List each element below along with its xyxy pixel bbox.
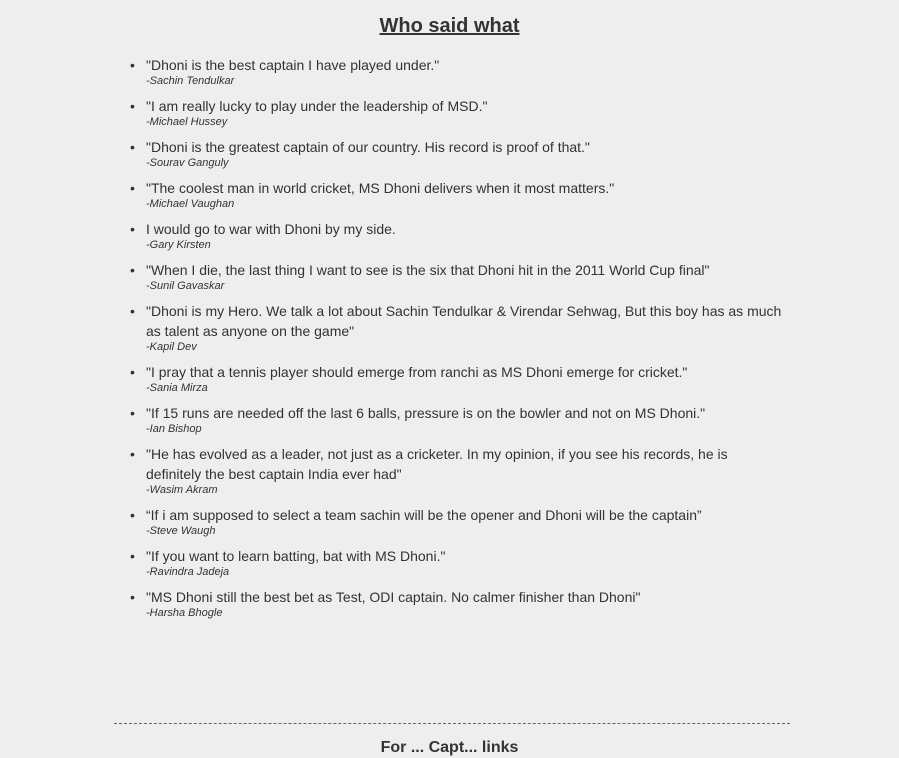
list-item	[130, 301, 786, 354]
quote-text: I would go to war with Dhoni by my side.	[146, 221, 396, 237]
list-item	[130, 546, 786, 579]
quote-author: -Sourav Ganguly	[146, 157, 229, 169]
list-item	[130, 137, 786, 170]
quote-text: "Dhoni is the best captain I have played under."	[146, 57, 440, 73]
quote-author: -Kapil Dev	[146, 341, 197, 353]
quote-author: -Gary Kirsten	[146, 239, 211, 251]
bullet-icon: •	[130, 446, 135, 462]
quote-text: "MS Dhoni still the best bet as Test, ODI captain. No calmer finisher than Dhoni"	[146, 589, 641, 605]
quote-text: "Dhoni is the greatest captain of our country. His record is proof of that."	[146, 139, 590, 155]
quote-author: -Ian Bishop	[146, 423, 202, 435]
next-section-heading: For ... Capt... links	[380, 739, 519, 756]
bullet-icon: •	[130, 221, 135, 237]
bullet-icon: •	[130, 57, 135, 73]
quote-author: -Harsha Bhogle	[146, 607, 223, 619]
page-title: Who said what	[379, 15, 520, 37]
bullet-icon: •	[130, 98, 135, 114]
quote-text: "He has evolved as a leader, not just as a cricketer. In my opinion, if you see his records, he is definitely the best captain India ever had"	[146, 446, 728, 482]
dashed-divider	[114, 723, 790, 724]
list-item	[130, 587, 786, 620]
bullet-icon: •	[130, 364, 135, 380]
quote-author: -Sania Mirza	[146, 382, 208, 394]
list-item	[130, 505, 786, 538]
bullet-icon: •	[130, 139, 135, 155]
list-item	[130, 403, 786, 436]
quotes-list	[130, 55, 786, 628]
quote-text: "When I die, the last thing I want to see is the six that Dhoni hit in the 2011 World Cup final"	[146, 262, 710, 278]
bullet-icon: •	[130, 507, 135, 523]
quote-author: -Sunil Gavaskar	[146, 280, 225, 292]
quote-author: -Michael Vaughan	[146, 198, 235, 210]
quote-text: "I am really lucky to play under the leadership of MSD."	[146, 98, 488, 114]
quote-text: "If 15 runs are needed off the last 6 balls, pressure is on the bowler and not on MS Dhoni."	[146, 405, 706, 421]
quote-author: -Michael Hussey	[146, 116, 228, 128]
list-item	[130, 178, 786, 211]
list-item	[130, 96, 786, 129]
list-item	[130, 55, 786, 88]
bullet-icon: •	[130, 262, 135, 278]
quote-text: "The coolest man in world cricket, MS Dhoni delivers when it most matters."	[146, 180, 615, 196]
bullet-icon: •	[130, 180, 135, 196]
quote-author: -Sachin Tendulkar	[146, 75, 235, 87]
bullet-icon: •	[130, 548, 135, 564]
list-item	[130, 362, 786, 395]
bullet-icon: •	[130, 589, 135, 605]
bullet-icon: •	[130, 303, 135, 319]
list-item	[130, 219, 786, 252]
quote-text: “If i am supposed to select a team sachin will be the opener and Dhoni will be the captain”	[146, 507, 702, 523]
list-item	[130, 444, 786, 497]
bullet-icon: •	[130, 405, 135, 421]
quote-author: -Ravindra Jadeja	[146, 566, 230, 578]
list-item	[130, 260, 786, 293]
quote-author: -Steve Waugh	[146, 525, 216, 537]
quote-text: "If you want to learn batting, bat with MS Dhoni."	[146, 548, 446, 564]
quote-text: "I pray that a tennis player should emerge from ranchi as MS Dhoni emerge for cricket."	[146, 364, 688, 380]
quote-author: -Wasim Akram	[146, 484, 218, 496]
quote-text: "Dhoni is my Hero. We talk a lot about Sachin Tendulkar & Virendar Sehwag, But this boy has as much as talent as anyone on the game"	[146, 303, 782, 339]
